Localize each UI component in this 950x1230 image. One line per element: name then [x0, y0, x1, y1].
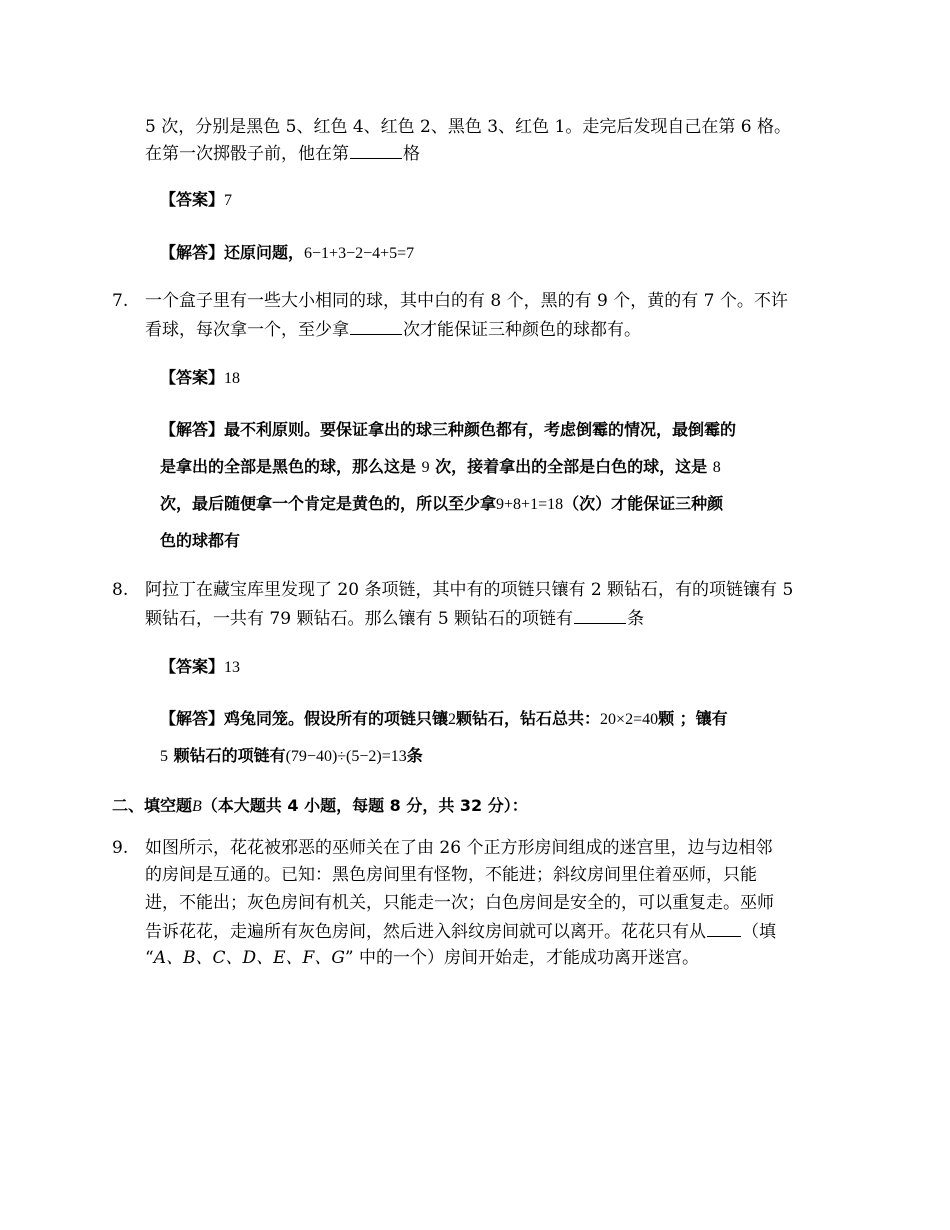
q9-line3: 进，不能出；灰色房间有机关，只能走一次；白色房间是安全的，可以重复走。巫师	[145, 893, 774, 913]
section-title	[112, 794, 528, 819]
q7-solution-line1	[160, 418, 736, 442]
q8-answer-value: 13	[224, 659, 241, 676]
q8-solution-math1: 20×2=40	[600, 711, 659, 728]
q7-solution-math: 9+8+1=18	[496, 496, 564, 513]
q6-answer-blank[interactable]	[350, 141, 402, 159]
q6-answer-label: 【答案】	[160, 190, 225, 209]
q9-line4	[145, 919, 776, 944]
q7-answer-label: 【答案】	[160, 368, 225, 387]
q8-solution-text1a: 鸡兔同笼。假设所有的项链只镶	[224, 709, 449, 728]
q8-solution-text2c: 条	[406, 746, 423, 765]
q8-answer	[160, 655, 240, 680]
q9-line4-before: 告诉花花，走遍所有灰色房间，然后进入斜纹房间就可以离开。花花只有从	[145, 922, 706, 942]
q8-solution-label: 【解答】	[160, 709, 225, 728]
q7-solution-text3a: 次，最后随便拿一个肯定是黄色的，所以至少拿	[160, 494, 497, 513]
q9-answer-blank[interactable]	[707, 919, 741, 937]
q9-number: 9.	[112, 838, 129, 858]
q8-solution-num5: 5	[160, 748, 168, 765]
q7-solution-text2c: 次，接着拿出的全部是白色的球，这是	[435, 457, 708, 476]
q9-room-letters: A、B、C、D、E、F、G	[153, 948, 345, 968]
q8-answer-label: 【答案】	[160, 657, 225, 676]
q7-answer-blank[interactable]	[350, 317, 402, 335]
q7-solution-num8: 8	[712, 459, 721, 476]
q7-solution-line2	[160, 455, 721, 480]
q7-answer	[160, 366, 240, 391]
q7-line1: 一个盒子里有一些大小相同的球，其中白的有 8 个，黑的有 9 个，黄的有 7 个。不许	[145, 291, 788, 311]
section-title-c: （本大题共 4 小题，每题 8 分，共 32 分）：	[201, 796, 528, 815]
q8-solution-line1	[160, 707, 728, 732]
q8-answer-blank[interactable]	[574, 606, 626, 624]
q8-number: 8.	[112, 580, 129, 600]
q6-line2	[145, 141, 420, 166]
section-title-a: 二、填空题	[112, 796, 193, 815]
q9-line5-rest: ” 中的一个）房间开始走，才能成功离开迷宫。	[344, 948, 700, 968]
q9-line2: 的房间是互通的。已知：黑色房间里有怪物，不能进；斜纹房间里住着巫师，只能	[145, 865, 757, 885]
q8-solution-text1d: 颗 ；镶有	[658, 709, 728, 728]
q6-line1: 5 次，分别是黑色 5、红色 4、红色 2、黑色 3、红色 1。走完后发现自己在第 6 格。	[145, 117, 791, 137]
q8-solution-num2: 2	[448, 711, 457, 728]
q7-solution-label: 【解答】	[160, 420, 225, 439]
q7-solution-line4: 色的球都有	[160, 531, 241, 550]
q7-line2	[145, 317, 641, 342]
q6-solution	[160, 241, 414, 266]
q6-line2-after: 格	[403, 144, 420, 164]
q7-line2-before: 看球，每次拿一个，至少拿	[145, 320, 349, 340]
q6-answer	[160, 188, 232, 213]
q7-line2-after: 次才能保证三种颜色的球都有。	[403, 320, 641, 340]
q9-line1: 如图所示，花花被邪恶的巫师关在了由 26 个正方形房间组成的迷宫里，边与边相邻	[145, 838, 773, 858]
q6-solution-label: 【解答】	[160, 243, 225, 262]
q6-line2-before: 在第一次掷骰子前，他在第	[145, 144, 349, 164]
q7-solution-num9: 9	[421, 459, 430, 476]
q8-line2	[145, 606, 644, 631]
q7-solution-line3	[160, 492, 723, 517]
q7-solution-text3b: （次）才能保证三种颜	[563, 494, 724, 513]
q9-line4-after: （填	[742, 922, 776, 942]
q7-number: 7.	[112, 291, 129, 311]
q6-solution-math: 6−1+3−2−4+5=7	[304, 245, 415, 262]
q8-solution-text1c: 颗钻石，钻石总共：	[456, 709, 601, 728]
section-title-b: B	[192, 798, 202, 815]
q6-solution-text: 还原问题，	[224, 243, 305, 262]
q7-answer-value: 18	[224, 370, 241, 387]
q8-solution-text2b: 颗钻石的项链有	[173, 746, 286, 765]
q6-answer-value: 7	[224, 192, 233, 209]
q8-line2-after: 条	[627, 609, 645, 629]
q8-line1: 阿拉丁在藏宝库里发现了 20 条项链，其中有的项链只镶有 2 颗钻石，有的项链镶有 5	[145, 580, 794, 600]
q8-line2-before: 颗钻石，一共有 79 颗钻石。那么镶有 5 颗钻石的项链有	[145, 609, 574, 629]
q9-line5	[145, 946, 699, 970]
q8-solution-math2: (79−40)÷(5−2)=13	[285, 748, 407, 765]
q8-solution-line2	[160, 744, 423, 769]
q7-solution-text2a: 是拿出的全部是黑色的球，那么这是	[160, 457, 417, 476]
q9-line5-open-quote: “	[145, 948, 154, 968]
q7-solution-text1: 最不利原则。要保证拿出的球三种颜色都有，考虑倒霉的情况，最倒霉的	[224, 420, 737, 439]
